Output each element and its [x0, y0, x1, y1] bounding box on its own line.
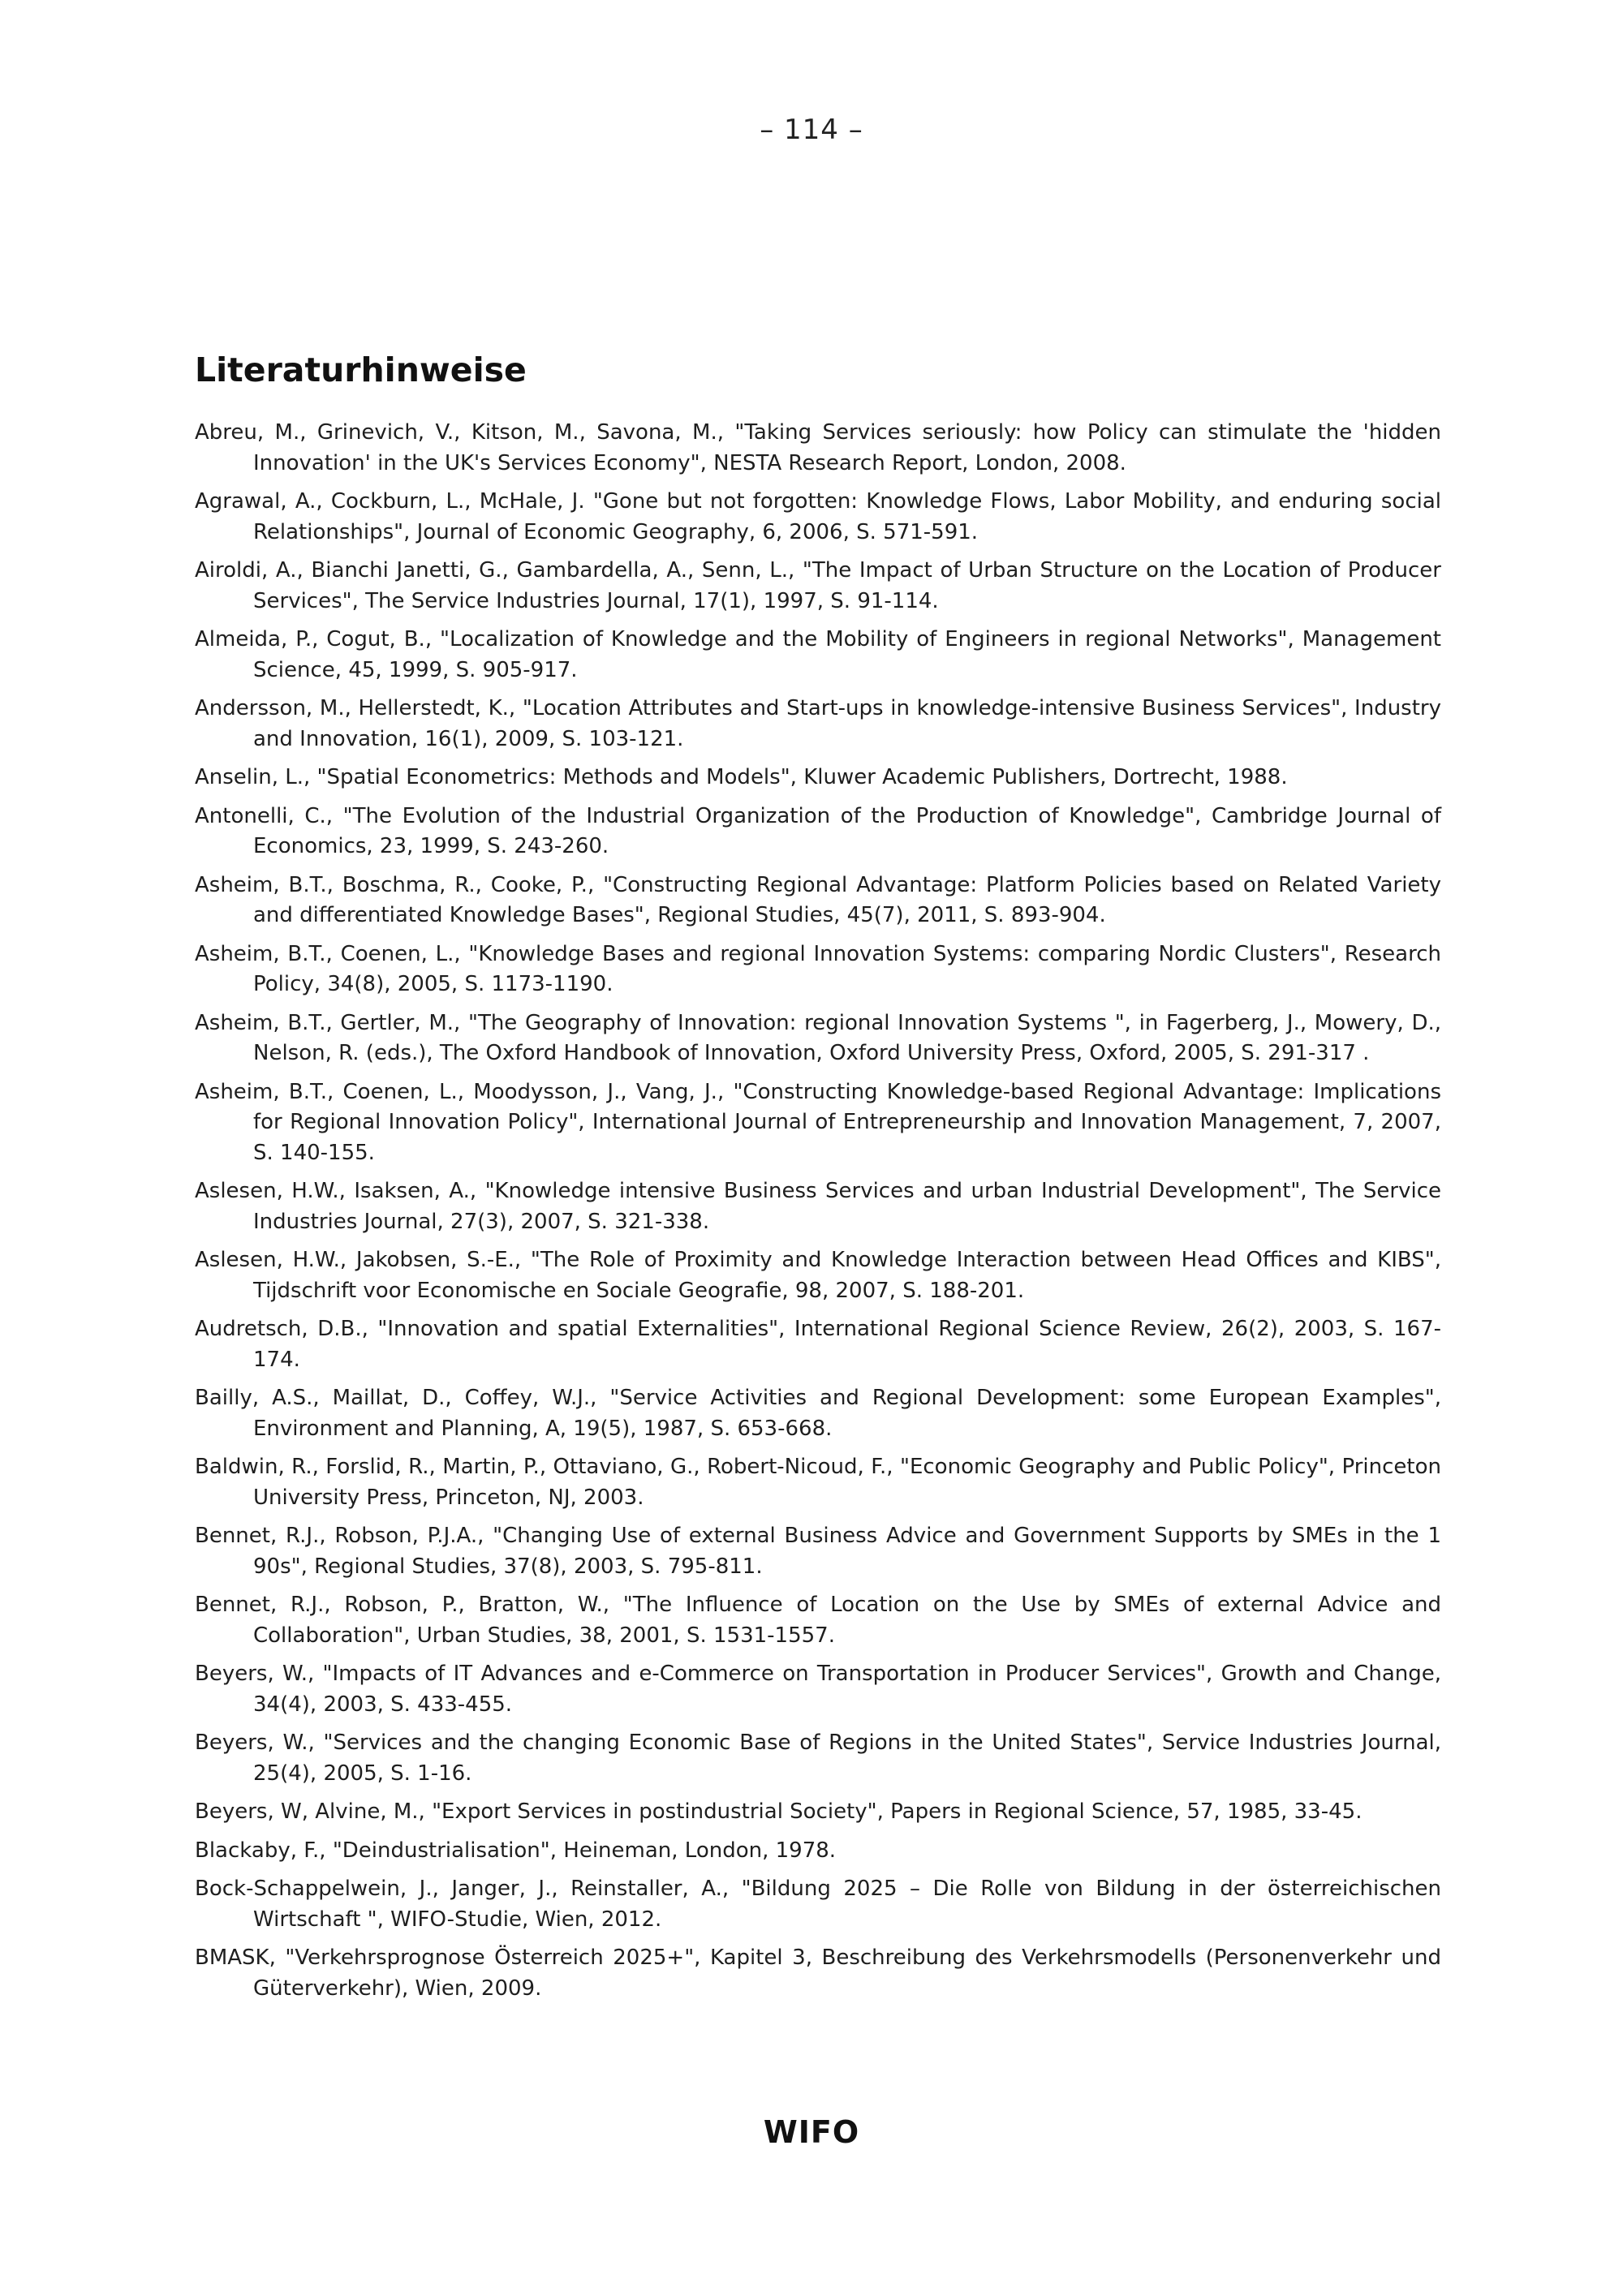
reference-item: Almeida, P., Cogut, B., "Localization of Knowledge and the Mobility of Engineers in regional Networks", Management Science, 45, 1999, S. 905-917.: [195, 627, 1441, 682]
reference-item: Bailly, A.S., Maillat, D., Coffey, W.J., "Service Activities and Regional Development: some European Examples", Environment and Planning, A, 19(5), 1987, S. 653-668.: [195, 1386, 1441, 1441]
reference-item: Airoldi, A., Bianchi Janetti, G., Gambardella, A., Senn, L., "The Impact of Urban Structure on the Location of Producer Services", The Service Industries Journal, 17(1), 1997, S. 91-114.: [195, 558, 1441, 613]
page-number: – 114 –: [760, 114, 863, 146]
reference-item: Bock-Schappelwein, J., Janger, J., Reinstaller, A., "Bildung 2025 – Die Rolle von Bildung in der österreichischen Wirtschaft ", WIFO-Studie, Wien, 2012.: [195, 1877, 1441, 1932]
reference-item: Beyers, W., "Impacts of IT Advances and e-Commerce on Transportation in Producer Services", Growth and Change, 34(4), 2003, S. 433-455.: [195, 1662, 1441, 1717]
section-heading: Literaturhinweise: [195, 350, 527, 389]
reference-item: Aslesen, H.W., Isaksen, A., "Knowledge intensive Business Services and urban Industrial Development", The Service Industries Journal, 27(3), 2007, S. 321-338.: [195, 1179, 1441, 1234]
reference-item: Bennet, R.J., Robson, P.J.A., "Changing Use of external Business Advice and Government Supports by SMEs in the 1 90s", Regional Studies, 37(8), 2003, S. 795-811.: [195, 1524, 1441, 1579]
reference-list: [195, 418, 1441, 2012]
reference-item: Abreu, M., Grinevich, V., Kitson, M., Savona, M., "Taking Services seriously: how Policy can stimulate the 'hidden Innovation' in the UK's Services Economy", NESTA Research Report, London, 2008.: [195, 420, 1441, 475]
reference-item: Audretsch, D.B., "Innovation and spatial Externalities", International Regional Science Review, 26(2), 2003, S. 167-174.: [195, 1317, 1441, 1372]
wifo-logo: WIFO: [763, 2114, 860, 2150]
reference-item: Asheim, B.T., Coenen, L., Moodysson, J., Vang, J., "Constructing Knowledge-based Regional Advantage: Implications for Regional Innovation Policy", International Journal of Entrepreneurship and Innovation Management, 7, 2007, S. 140-155.: [195, 1079, 1441, 1165]
reference-item: Bennet, R.J., Robson, P., Bratton, W., "The Influence of Location on the Use by SMEs of external Advice and Collaboration", Urban Studies, 38, 2001, S. 1531-1557.: [195, 1593, 1441, 1648]
reference-item: Anselin, L., "Spatial Econometrics: Methods and Models", Kluwer Academic Publishers, Dortrecht, 1988.: [195, 765, 1288, 789]
reference-item: Baldwin, R., Forslid, R., Martin, P., Ottaviano, G., Robert-Nicoud, F., "Economic Geography and Public Policy", Princeton University Press, Princeton, NJ, 2003.: [195, 1455, 1441, 1510]
reference-item: Beyers, W, Alvine, M., "Export Services in postindustrial Society", Papers in Regional Science, 57, 1985, 33-45.: [195, 1799, 1363, 1824]
reference-item: Agrawal, A., Cockburn, L., McHale, J. "Gone but not forgotten: Knowledge Flows, Labor Mobility, and enduring social Relationships", Journal of Economic Geography, 6, 2006, S. 571-591.: [195, 489, 1441, 544]
reference-item: Asheim, B.T., Coenen, L., "Knowledge Bases and regional Innovation Systems: comparing Nordic Clusters", Research Policy, 34(8), 2005, S. 1173-1190.: [195, 941, 1441, 996]
reference-item: Blackaby, F., "Deindustrialisation", Heineman, London, 1978.: [195, 1838, 837, 1863]
reference-item: BMASK, "Verkehrsprognose Österreich 2025+", Kapitel 3, Beschreibung des Verkehrsmodells (Personenverkehr und Güterverkehr), Wien, 2009.: [195, 1946, 1441, 2001]
reference-item: Antonelli, C., "The Evolution of the Industrial Organization of the Production of Knowledge", Cambridge Journal of Economics, 23, 1999, S. 243-260.: [195, 803, 1441, 858]
reference-item: Asheim, B.T., Boschma, R., Cooke, P., "Constructing Regional Advantage: Platform Policies based on Related Variety and differentiated Knowledge Bases", Regional Studies, 45(7), 2011, S. 893-904.: [195, 872, 1441, 927]
reference-item: Beyers, W., "Services and the changing Economic Base of Regions in the United States", Service Industries Journal, 25(4), 2005, S. 1-16.: [195, 1731, 1441, 1786]
reference-item: Andersson, M., Hellerstedt, K., "Location Attributes and Start-ups in knowledge-intensive Business Services", Industry and Innovation, 16(1), 2009, S. 103-121.: [195, 696, 1441, 751]
reference-item: Aslesen, H.W., Jakobsen, S.-E., "The Role of Proximity and Knowledge Interaction between Head Offices and KIBS", Tijdschrift voor Economische en Sociale Geografie, 98, 2007, S. 188-201.: [195, 1248, 1441, 1303]
reference-item: Asheim, B.T., Gertler, M., "The Geography of Innovation: regional Innovation Systems ", in Fagerberg, J., Mowery, D., Nelson, R. (eds.), The Oxford Handbook of Innovation, Oxford University Press, Oxford, 2005, S. 291-317 .: [195, 1010, 1441, 1065]
